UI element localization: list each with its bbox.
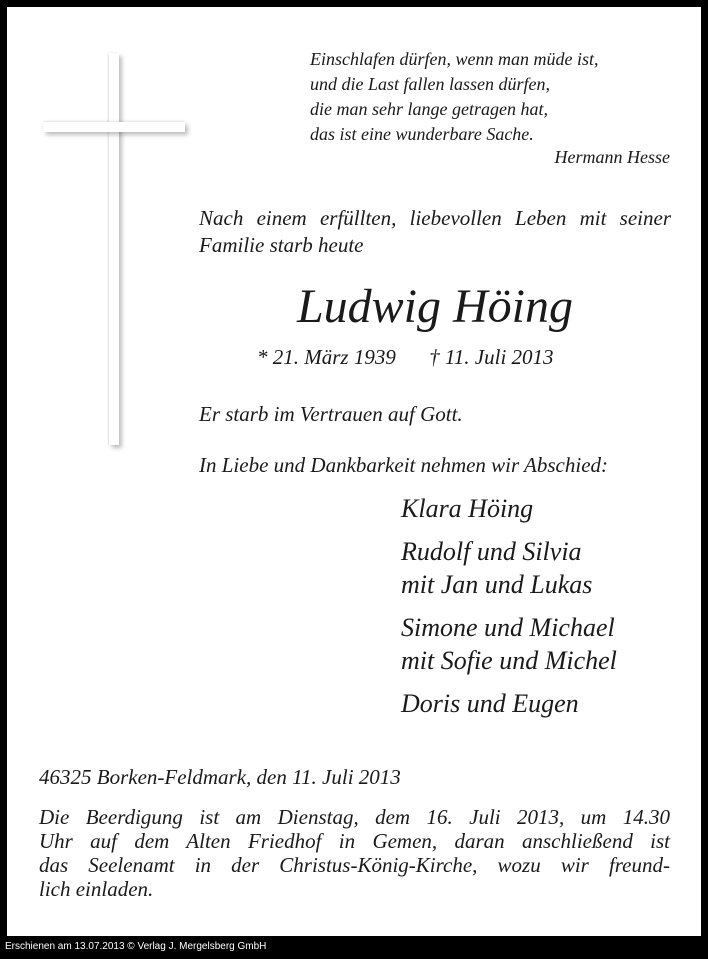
faith-line: Er starb im Vertrauen auf Gott. xyxy=(199,402,463,426)
burial-line: lich einladen. xyxy=(39,877,154,901)
burial-line: Uhr auf dem Alten Friedhof in Gemen, daran anschließend ist xyxy=(39,829,670,853)
poem-line: die man sehr lange getragen hat, xyxy=(310,99,548,119)
deceased-name: Ludwig Höing xyxy=(296,280,574,333)
life-dates xyxy=(257,344,677,371)
poem xyxy=(310,47,670,147)
mourner-line: Klara Höing xyxy=(401,494,534,523)
mourner-line: Doris und Eugen xyxy=(401,689,579,718)
burial-info xyxy=(39,805,670,901)
mourner-line: Simone und Michael xyxy=(401,613,615,642)
poem-author: Hermann Hesse xyxy=(554,147,670,167)
mourners-list xyxy=(401,492,701,730)
obituary-card xyxy=(7,7,701,936)
publication-footer: Erschienen am 13.07.2013 © Verlag J. Mergelsberg GmbH xyxy=(5,941,267,952)
intro-text: Nach einem erfüllten, liebevollen Leben mit seiner Familie starb heute xyxy=(199,206,671,257)
mourner-line: Rudolf und Silvia xyxy=(401,537,582,566)
mourner-entry xyxy=(401,492,701,525)
farewell-line: In Liebe und Dankbarkeit nehmen wir Abschied: xyxy=(199,453,609,477)
mourner-line: mit Sofie und Michel xyxy=(401,646,617,675)
cross-icon xyxy=(109,53,119,445)
birth-date: * 21. März 1939 xyxy=(257,345,396,369)
mourner-line: mit Jan und Lukas xyxy=(401,570,593,599)
mourner-entry xyxy=(401,535,701,601)
death-date: † 11. Juli 2013 xyxy=(429,345,554,369)
poem-line: und die Last fallen lassen dürfen, xyxy=(310,74,550,94)
mourner-entry xyxy=(401,611,701,677)
burial-line: das Seelenamt in der Christus-König-Kirche, wozu wir freund- xyxy=(39,853,670,877)
mourner-entry xyxy=(401,687,701,720)
poem-line: Einschlafen dürfen, wenn man müde ist, xyxy=(310,49,599,69)
place-date: 46325 Borken-Feldmark, den 11. Juli 2013 xyxy=(39,765,401,789)
poem-line: das ist eine wunderbare Sache. xyxy=(310,124,534,144)
cross-icon-joint xyxy=(109,122,119,132)
burial-line: Die Beerdigung ist am Dienstag, dem 16. Juli 2013, um 14.30 xyxy=(39,805,670,829)
